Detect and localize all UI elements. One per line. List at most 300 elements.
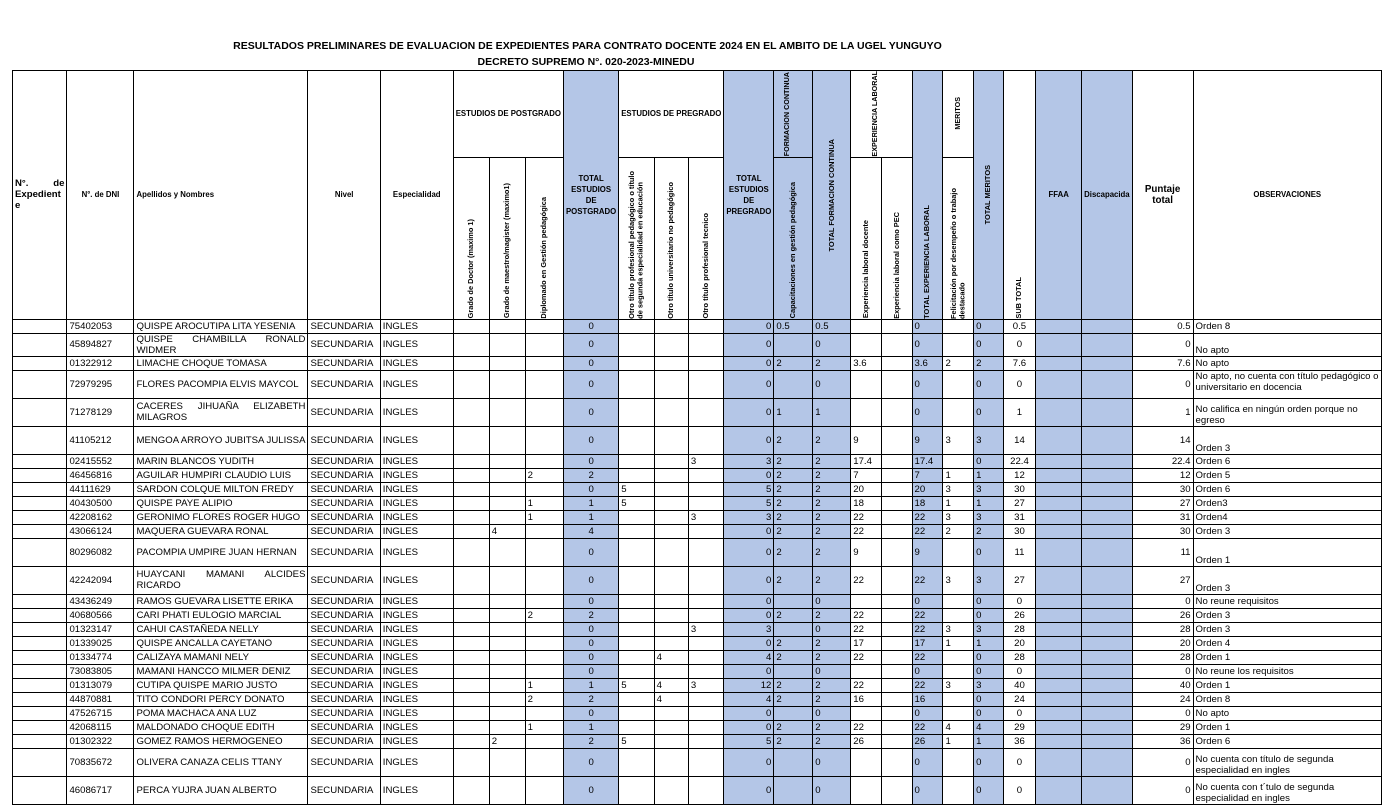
cell-expediente [13, 468, 67, 482]
cell-otro-titulo-univ [654, 510, 688, 524]
cell-expediente [13, 776, 67, 804]
cell-total-meritos: 1 [974, 734, 1004, 748]
cell-doctor [453, 594, 489, 608]
cell-total-experiencia: 0 [912, 319, 943, 333]
cell-diplomado: 1 [525, 496, 563, 510]
cell-ffaa [1036, 319, 1082, 333]
cell-discapacidad [1082, 524, 1133, 538]
cell-exp-docente: 22 [851, 622, 882, 636]
cell-total-experiencia: 22 [912, 566, 943, 594]
cell-total-postgrado: 2 [563, 608, 618, 622]
cell-maestro [489, 664, 525, 678]
cell-total-postgrado: 0 [563, 370, 618, 398]
cell-otro-titulo-univ: 4 [654, 650, 688, 664]
cell-otro-titulo-tec [688, 608, 723, 622]
cell-otro-titulo-ped [619, 370, 654, 398]
cell-diplomado [525, 356, 563, 370]
cell-expediente [13, 356, 67, 370]
cell-nivel: SECUNDARIA [308, 594, 380, 608]
cell-nivel: SECUNDARIA [308, 468, 380, 482]
cell-total-experiencia: 0 [912, 706, 943, 720]
table-row [13, 356, 1382, 370]
cell-total-formacion: 2 [813, 636, 851, 650]
header-total-formacion: TOTAL FORMACION CONTINUA [826, 138, 836, 252]
cell-diplomado [525, 594, 563, 608]
cell-nivel: SECUNDARIA [308, 608, 380, 622]
cell-expediente [13, 692, 67, 706]
cell-total-experiencia: 0 [912, 370, 943, 398]
cell-observaciones: Orden 3 [1193, 566, 1381, 594]
cell-sub-total: 24 [1003, 692, 1036, 706]
header-total-pregrado: TOTAL ESTUDIOS DE PREGRADO [724, 71, 774, 320]
cell-exp-pec [882, 370, 912, 398]
cell-total-meritos: 3 [974, 566, 1004, 594]
cell-capacitaciones: 2 [774, 482, 813, 496]
cell-dni: 42208162 [67, 510, 134, 524]
cell-expediente [13, 538, 67, 566]
header-otro-titulo-tecnico: Otro título profesional tecnico [700, 213, 710, 319]
cell-capacitaciones [774, 622, 813, 636]
cell-sub-total: 0.5 [1003, 319, 1036, 333]
cell-nivel: SECUNDARIA [308, 678, 380, 692]
cell-total-postgrado: 0 [563, 566, 618, 594]
cell-otro-titulo-univ: 4 [654, 692, 688, 706]
cell-nombre: CARI PHATI EULOGIO MARCIAL [134, 608, 308, 622]
cell-maestro [489, 496, 525, 510]
cell-capacitaciones: 2 [774, 496, 813, 510]
cell-dni: 80296082 [67, 538, 134, 566]
cell-exp-pec [882, 538, 912, 566]
cell-diplomado: 1 [525, 720, 563, 734]
cell-nivel: SECUNDARIA [308, 566, 380, 594]
cell-discapacidad [1082, 496, 1133, 510]
cell-otro-titulo-univ [654, 454, 688, 468]
cell-expediente [13, 622, 67, 636]
cell-total-pregrado: 12 [724, 678, 774, 692]
cell-exp-docente: 17.4 [851, 454, 882, 468]
cell-total-formacion: 2 [813, 720, 851, 734]
cell-total-formacion: 2 [813, 426, 851, 454]
cell-nivel: SECUNDARIA [308, 496, 380, 510]
cell-expediente [13, 510, 67, 524]
cell-sub-total: 28 [1003, 622, 1036, 636]
cell-nivel: SECUNDARIA [308, 706, 380, 720]
cell-discapacidad [1082, 333, 1133, 356]
cell-total-formacion: 2 [813, 482, 851, 496]
header-dni: N°. de DNI [67, 71, 134, 320]
cell-especialidad: INGLES [380, 566, 453, 594]
cell-expediente [13, 482, 67, 496]
cell-exp-docente [851, 333, 882, 356]
cell-total-experiencia: 20 [912, 482, 943, 496]
cell-diplomado: 1 [525, 510, 563, 524]
header-felicitacion: Felicitación por desempeño o trabajo destacado [948, 187, 967, 319]
cell-otro-titulo-tec [688, 333, 723, 356]
cell-expediente [13, 319, 67, 333]
cell-sub-total: 0 [1003, 776, 1036, 804]
cell-felicitacion: 3 [943, 622, 974, 636]
cell-sub-total: 36 [1003, 734, 1036, 748]
header-group-postgrado: ESTUDIOS DE POSTGRADO [453, 71, 563, 158]
cell-doctor [453, 664, 489, 678]
cell-exp-docente: 3.6 [851, 356, 882, 370]
cell-total-formacion: 2 [813, 608, 851, 622]
cell-exp-pec [882, 496, 912, 510]
cell-total-formacion: 0 [813, 622, 851, 636]
cell-diplomado [525, 636, 563, 650]
cell-discapacidad [1082, 734, 1133, 748]
cell-puntaje: 0 [1132, 748, 1193, 776]
cell-otro-titulo-ped [619, 748, 654, 776]
cell-felicitacion: 3 [943, 482, 974, 496]
cell-especialidad: INGLES [380, 524, 453, 538]
cell-expediente [13, 454, 67, 468]
cell-total-postgrado: 2 [563, 692, 618, 706]
cell-otro-titulo-tec: 3 [688, 510, 723, 524]
cell-exp-pec [882, 594, 912, 608]
cell-discapacidad [1082, 510, 1133, 524]
cell-observaciones: Orden 3 [1193, 608, 1381, 622]
cell-otro-titulo-tec [688, 426, 723, 454]
cell-exp-pec [882, 734, 912, 748]
cell-total-pregrado: 0 [724, 524, 774, 538]
cell-exp-pec [882, 622, 912, 636]
cell-observaciones: No califica en ningún orden porque no egreso [1193, 398, 1381, 426]
cell-doctor [453, 748, 489, 776]
cell-discapacidad [1082, 748, 1133, 776]
cell-total-meritos: 0 [974, 776, 1004, 804]
cell-dni: 47526715 [67, 706, 134, 720]
cell-otro-titulo-tec [688, 734, 723, 748]
cell-total-experiencia: 22 [912, 510, 943, 524]
cell-felicitacion [943, 664, 974, 678]
cell-sub-total: 12 [1003, 468, 1036, 482]
cell-dni: 71278129 [67, 398, 134, 426]
cell-maestro [489, 319, 525, 333]
cell-nivel: SECUNDARIA [308, 319, 380, 333]
cell-total-formacion: 0 [813, 333, 851, 356]
cell-observaciones: Orden 8 [1193, 692, 1381, 706]
cell-expediente [13, 594, 67, 608]
cell-especialidad: INGLES [380, 594, 453, 608]
cell-total-experiencia: 22 [912, 524, 943, 538]
cell-sub-total: 0 [1003, 370, 1036, 398]
cell-exp-pec [882, 678, 912, 692]
cell-diplomado [525, 454, 563, 468]
cell-dni: 45894827 [67, 333, 134, 356]
cell-otro-titulo-ped [619, 538, 654, 566]
cell-sub-total: 1 [1003, 398, 1036, 426]
cell-total-pregrado: 0 [724, 748, 774, 776]
cell-total-pregrado: 0 [724, 636, 774, 650]
cell-especialidad: INGLES [380, 706, 453, 720]
cell-capacitaciones: 2 [774, 678, 813, 692]
cell-total-pregrado: 0 [724, 720, 774, 734]
table-row [13, 650, 1382, 664]
cell-otro-titulo-tec [688, 650, 723, 664]
cell-total-formacion: 0 [813, 370, 851, 398]
cell-especialidad: INGLES [380, 720, 453, 734]
cell-discapacidad [1082, 650, 1133, 664]
cell-maestro [489, 678, 525, 692]
cell-total-pregrado: 0 [724, 664, 774, 678]
cell-otro-titulo-ped [619, 566, 654, 594]
cell-diplomado [525, 333, 563, 356]
cell-puntaje: 12 [1132, 468, 1193, 482]
cell-otro-titulo-ped [619, 692, 654, 706]
cell-exp-docente: 17 [851, 636, 882, 650]
cell-diplomado [525, 650, 563, 664]
cell-especialidad: INGLES [380, 319, 453, 333]
cell-especialidad: INGLES [380, 608, 453, 622]
cell-total-meritos: 0 [974, 692, 1004, 706]
cell-otro-titulo-tec [688, 776, 723, 804]
cell-sub-total: 0 [1003, 706, 1036, 720]
cell-otro-titulo-tec [688, 692, 723, 706]
cell-exp-pec [882, 319, 912, 333]
cell-capacitaciones [774, 776, 813, 804]
cell-total-meritos: 0 [974, 594, 1004, 608]
cell-nombre: MARIN BLANCOS YUDITH [134, 454, 308, 468]
cell-puntaje: 0 [1132, 594, 1193, 608]
cell-doctor [453, 678, 489, 692]
header-group-experiencia: EXPERIENCIA LABORAL [870, 71, 880, 157]
header-total-postgrado: TOTAL ESTUDIOS DE POSTGRADO [563, 71, 618, 320]
cell-otro-titulo-ped [619, 333, 654, 356]
cell-observaciones: Orden 3 [1193, 524, 1381, 538]
cell-ffaa [1036, 524, 1082, 538]
cell-nombre: MALDONADO CHOQUE EDITH [134, 720, 308, 734]
cell-felicitacion [943, 776, 974, 804]
cell-otro-titulo-univ [654, 333, 688, 356]
cell-felicitacion: 4 [943, 720, 974, 734]
cell-puntaje: 29 [1132, 720, 1193, 734]
cell-doctor [453, 356, 489, 370]
cell-dni: 46086717 [67, 776, 134, 804]
cell-total-pregrado: 0 [724, 776, 774, 804]
cell-felicitacion: 1 [943, 468, 974, 482]
cell-observaciones: No cuenta con t´tulo de segunda especialidad en ingles [1193, 776, 1381, 804]
cell-puntaje: 0 [1132, 664, 1193, 678]
cell-otro-titulo-tec [688, 664, 723, 678]
cell-puntaje: 0 [1132, 333, 1193, 356]
cell-nombre: POMA MACHACA ANA LUZ [134, 706, 308, 720]
cell-observaciones: No apto, no cuenta con título pedagógico o universitario en docencia [1193, 370, 1381, 398]
cell-otro-titulo-ped [619, 524, 654, 538]
header-total-meritos: TOTAL MERITOS [983, 165, 993, 225]
table-row [13, 496, 1382, 510]
cell-total-experiencia: 22 [912, 720, 943, 734]
cell-exp-pec [882, 608, 912, 622]
cell-nombre: CUTIPA QUISPE MARIO JUSTO [134, 678, 308, 692]
cell-exp-pec [882, 566, 912, 594]
cell-total-postgrado: 0 [563, 538, 618, 566]
document-title: RESULTADOS PRELIMINARES DE EVALUACION DE EXPEDIENTES PARA CONTRATO DOCENTE 2024 EN EL AMBITO DE LA UGEL YUNGUYO [233, 40, 942, 52]
cell-otro-titulo-univ [654, 370, 688, 398]
cell-observaciones: Orden 5 [1193, 468, 1381, 482]
header-otro-titulo-pedagogico: Otro título profesional pedagógico o título de segunda especialidad en educación [626, 170, 645, 319]
cell-otro-titulo-univ [654, 776, 688, 804]
cell-nombre: QUISPE ANCALLA CAYETANO [134, 636, 308, 650]
cell-capacitaciones [774, 706, 813, 720]
cell-maestro [489, 398, 525, 426]
cell-total-experiencia: 22 [912, 622, 943, 636]
cell-exp-docente: 16 [851, 692, 882, 706]
cell-maestro [489, 636, 525, 650]
cell-especialidad: INGLES [380, 370, 453, 398]
cell-maestro [489, 776, 525, 804]
header-discapacidad: Discapacida [1082, 71, 1133, 320]
cell-expediente [13, 748, 67, 776]
cell-total-postgrado: 0 [563, 622, 618, 636]
cell-doctor [453, 636, 489, 650]
table-row [13, 524, 1382, 538]
cell-otro-titulo-tec [688, 319, 723, 333]
cell-ffaa [1036, 370, 1082, 398]
cell-total-formacion: 2 [813, 524, 851, 538]
cell-nombre: AGUILAR HUMPIRI CLAUDIO LUIS [134, 468, 308, 482]
cell-doctor [453, 482, 489, 496]
cell-doctor [453, 734, 489, 748]
cell-exp-docente [851, 370, 882, 398]
cell-doctor [453, 650, 489, 664]
cell-especialidad: INGLES [380, 636, 453, 650]
cell-otro-titulo-tec [688, 524, 723, 538]
cell-total-formacion: 2 [813, 678, 851, 692]
header-ffaa: FFAA [1036, 71, 1082, 320]
cell-exp-docente: 9 [851, 538, 882, 566]
cell-observaciones: Orden 1 [1193, 538, 1381, 566]
cell-exp-pec [882, 524, 912, 538]
cell-nivel: SECUNDARIA [308, 510, 380, 524]
cell-total-meritos: 0 [974, 370, 1004, 398]
cell-ffaa [1036, 622, 1082, 636]
cell-total-meritos: 0 [974, 664, 1004, 678]
cell-otro-titulo-univ [654, 398, 688, 426]
cell-otro-titulo-tec: 3 [688, 454, 723, 468]
cell-nivel: SECUNDARIA [308, 664, 380, 678]
cell-ffaa [1036, 566, 1082, 594]
table-row [13, 566, 1382, 594]
cell-puntaje: 27 [1132, 566, 1193, 594]
cell-capacitaciones: 2 [774, 426, 813, 454]
cell-ffaa [1036, 482, 1082, 496]
cell-capacitaciones: 2 [774, 454, 813, 468]
cell-expediente [13, 608, 67, 622]
cell-observaciones: Orden 3 [1193, 426, 1381, 454]
cell-total-postgrado: 0 [563, 398, 618, 426]
cell-sub-total: 11 [1003, 538, 1036, 566]
cell-total-formacion: 0 [813, 664, 851, 678]
cell-total-meritos: 1 [974, 468, 1004, 482]
cell-felicitacion [943, 748, 974, 776]
cell-capacitaciones: 2 [774, 650, 813, 664]
cell-ffaa [1036, 538, 1082, 566]
cell-nombre: GERONIMO FLORES ROGER HUGO [134, 510, 308, 524]
cell-observaciones: No reune requisitos [1193, 594, 1381, 608]
cell-doctor [453, 370, 489, 398]
cell-total-formacion: 0 [813, 748, 851, 776]
cell-ffaa [1036, 510, 1082, 524]
cell-maestro: 4 [489, 524, 525, 538]
header-otro-titulo-universitario: Otro título universitario no pedagógico [666, 181, 676, 319]
cell-total-experiencia: 0 [912, 748, 943, 776]
cell-discapacidad [1082, 370, 1133, 398]
cell-diplomado [525, 622, 563, 636]
cell-otro-titulo-ped: 5 [619, 482, 654, 496]
cell-exp-docente: 22 [851, 524, 882, 538]
table-row [13, 706, 1382, 720]
cell-sub-total: 27 [1003, 566, 1036, 594]
table-row [13, 594, 1382, 608]
cell-exp-docente [851, 594, 882, 608]
table-row [13, 333, 1382, 356]
header-group-formacion: FORMACION CONTINUA [782, 71, 792, 156]
cell-capacitaciones [774, 370, 813, 398]
cell-total-formacion: 2 [813, 692, 851, 706]
cell-puntaje: 11 [1132, 538, 1193, 566]
cell-otro-titulo-tec [688, 748, 723, 776]
cell-total-experiencia: 17 [912, 636, 943, 650]
cell-total-postgrado: 1 [563, 678, 618, 692]
header-nombres: Apellidos y Nombres [134, 71, 308, 320]
cell-maestro [489, 720, 525, 734]
cell-total-pregrado: 0 [724, 426, 774, 454]
cell-sub-total: 31 [1003, 510, 1036, 524]
header-doctor: Grado de Doctor (maximo 1) [465, 219, 475, 319]
cell-observaciones: Orden 6 [1193, 734, 1381, 748]
cell-dni: 01323147 [67, 622, 134, 636]
header-expediente: N°. de Expedient e [13, 71, 67, 320]
cell-felicitacion [943, 370, 974, 398]
cell-capacitaciones [774, 664, 813, 678]
cell-total-meritos: 0 [974, 398, 1004, 426]
cell-otro-titulo-tec [688, 482, 723, 496]
table-row [13, 468, 1382, 482]
cell-otro-titulo-tec [688, 370, 723, 398]
cell-sub-total: 40 [1003, 678, 1036, 692]
cell-capacitaciones: 2 [774, 510, 813, 524]
cell-dni: 01322912 [67, 356, 134, 370]
cell-felicitacion: 1 [943, 496, 974, 510]
cell-especialidad: INGLES [380, 678, 453, 692]
cell-expediente [13, 566, 67, 594]
cell-total-pregrado: 0 [724, 538, 774, 566]
cell-total-formacion: 2 [813, 356, 851, 370]
cell-nombre: QUISPE AROCUTIPA LITA YESENIA [134, 319, 308, 333]
cell-doctor [453, 319, 489, 333]
cell-maestro [489, 454, 525, 468]
cell-nombre: PACOMPIA UMPIRE JUAN HERNAN [134, 538, 308, 566]
cell-especialidad: INGLES [380, 356, 453, 370]
cell-discapacidad [1082, 398, 1133, 426]
cell-capacitaciones [774, 748, 813, 776]
table-row [13, 370, 1382, 398]
cell-total-experiencia: 18 [912, 496, 943, 510]
cell-total-formacion: 0 [813, 776, 851, 804]
cell-total-pregrado: 0 [724, 398, 774, 426]
cell-discapacidad [1082, 720, 1133, 734]
cell-nombre: QUISPE PAYE ALIPIO [134, 496, 308, 510]
cell-nivel: SECUNDARIA [308, 524, 380, 538]
cell-diplomado [525, 482, 563, 496]
cell-capacitaciones: 2 [774, 566, 813, 594]
cell-otro-titulo-ped [619, 426, 654, 454]
cell-doctor [453, 720, 489, 734]
cell-puntaje: 26 [1132, 608, 1193, 622]
cell-expediente [13, 333, 67, 356]
cell-otro-titulo-univ [654, 622, 688, 636]
